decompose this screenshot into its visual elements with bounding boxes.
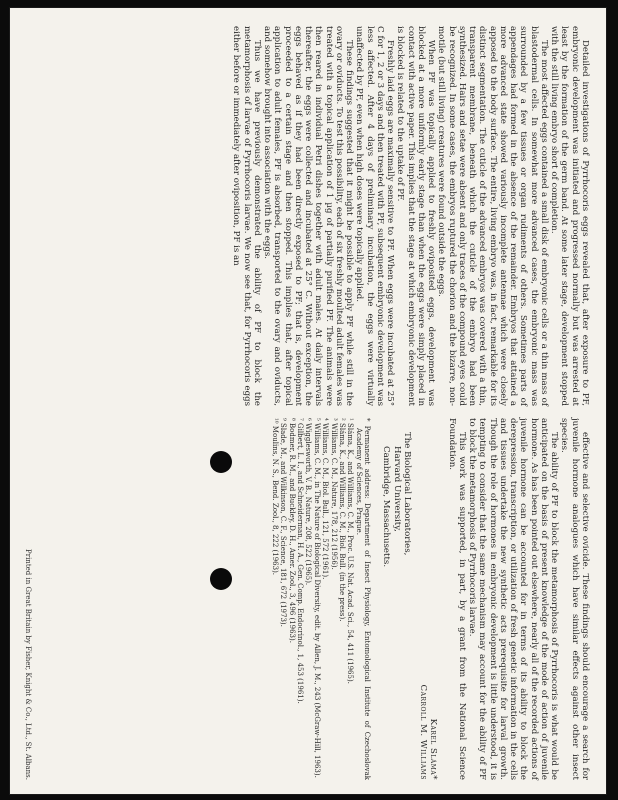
left-column (231, 26, 590, 406)
paragraph: Detailed investigations of Pyrrhocoris eggs revealed that, after exposure to PF, embryonic development was initiated and progressed normally but was arrested at least by the formation of the germ band. At some later stage, development stopped with the still living embryo short of completion. (549, 26, 590, 406)
paragraph: The ability of PF to block the metamorphosis of Pyrrhocoris is what would be anticipated on the basis of present knowledge of the mode of action of juvenile hormone. As has been pointed out elsewhere, nearly all of the recorded actions of juvenile hormone can be accounted for in terms of its ability to block the derepression, transcription, or utilization of fresh genetic information in the cells and tissues undertake the new synthetic acts prerequisite for larval growth. Though the role of hormones in embryonic development is little understood, it is tempting to consider that the same mechanism may account for the ability of PF to block the metamorphosis of Pyrrhocoris larvae. (467, 418, 560, 780)
reference-item: ³ Williams, C. M., Nature, 178, 212 (1956). (329, 418, 338, 570)
reference-item: ¹ Sláma, K., and Williams, C. M., Proc. U.S. Nat. Acad. Sci., 54, 411 (1965). (346, 418, 355, 684)
printer-footer: Printed in Great Britain by Fisher, Knight & Co., Ltd., St. Albans. (24, 549, 32, 780)
paragraph: When PF was topically applied to freshly oviposited eggs, development was blocked at a more uniformly early stage than when the eggs were simply placed in contact with active paper. This implies that the stage at which embryonic development is blocked is related to the uptake of PF. (395, 26, 437, 406)
paragraph: effective and selective ovicide. These findings should encourage a search for juvenile hormone analogues which have similar effects against other insect species. (559, 418, 590, 780)
affiliation (381, 418, 412, 780)
references (270, 418, 371, 780)
scanned-page (10, 8, 606, 794)
paragraph: Freshly laid eggs are maximally sensitive to PF. When eggs were incubated at 25° C for 1, 2 or 3 days and then treated with PF, subsequent embryonic development was less affected. After 4 days of preliminary incubation, the eggs were virtually unaffected by PF, even when high doses were topically applied. (354, 26, 396, 406)
reference-item: ⁶ Wigglesworth, V. B., Nature, 208, 522 (1965). (304, 418, 313, 586)
author-name: Karel Sláma* (428, 718, 439, 780)
rotated-text-block (18, 22, 598, 794)
affiliation-line: Cambridge, Massachusetts. (381, 446, 392, 568)
reference-item: ⁷ Gilbert, L. I., and Schneiderman, H. A., Gen. Comp. Endocrinol., 1, 453 (1961). (296, 418, 304, 704)
reference-item: ⁹ Slade, M., and Wilkinson, C. F., Science, 181, 672 (1973). (279, 418, 288, 627)
paragraph: The most affected eggs contained a small disk of embryonic cells or a thin mass of blastodermal cells. In somewhat more advanced cases, the embryonic mass was surrounded by a few tissues or organ rudiments of others. Sometimes parts of appendages had formed in the absence of the remainder. Embryos that attained a more advanced state showed variously incomplete antennae which were closely apposed to the body surface. The entire, living embryo was, in fact, remarkable for its distinct segmentation. The cuticle of the advanced embryos was covered with a thin, transparent membrane, beneath which the cuticle of the embryo had been synthesized. Hairs and setae were absent and only traces of the compound eyes could be recognized. In some cases, the embryos ruptured the chorion and the bizarre, non-motile (but still living) creatures were found outside the eggs. (436, 26, 549, 406)
reference-item: ⁴ Williams, C. M., Biol. Bull., 121, 572 (1961). (321, 418, 330, 580)
reference-item: ⁸ Bodmer, R. M., and Buckley, D. H., Amer. Zool., 3, 496 (1963). (287, 418, 296, 643)
reference-item: * Permanent address: Department of Insect Physiology, Entomological Institute of Czechoslovak Academy of Sciences, Prague. (354, 418, 372, 780)
paragraph: Thus we have previously demonstrated the ability of PF to block the metamorphosis of larvae of Pyrrhocoris larvae. We now see that, for Pyrrhocoris eggs either before or immediately after oviposition, PF is an (231, 26, 262, 406)
reference-item: ² Sláma, K., and Williams, C. M., Biol. Bull. (in the press). (338, 418, 347, 622)
affiliation-line: Harvard University, (391, 446, 402, 532)
reference-item: ¹⁰ Moulins, N. S., Bend. Zool., 8, 222 (1963). (270, 418, 279, 576)
right-column (270, 418, 590, 780)
affiliation-line: The Biological Laboratories, (402, 432, 412, 556)
paragraph: These findings suggested that it might be possible to apply PF while still in the ovary or oviducts. To test this possibility, each of six freshly moulted adult females was treated with a topical application of 1 µg of partially purified PF. The animals were then reared in individual Petri dishes together with adult males. At daily intervals thereafter, the eggs were collected and incubated at 25° C. Without exception, the eggs behaved as if they had been directly exposed to PF; that is, development proceeded to a certain stage and then stopped. This implies that, after topical application to adult females, PF is absorbed, transported to the ovary and oviducts, and somehow brought into association with the eggs. (262, 26, 355, 406)
author-signature (418, 418, 439, 780)
paragraph: This work was supported, in part, by a grant from the National Science Foundation. (446, 418, 467, 780)
author-name: Carroll M. Williams (418, 684, 429, 780)
reference-item: ⁵ Williams, C. M., in The Nature of Biological Diversity, edit. by Allen, J. M., 243 (McGraw-Hill, 1963). (312, 418, 321, 778)
